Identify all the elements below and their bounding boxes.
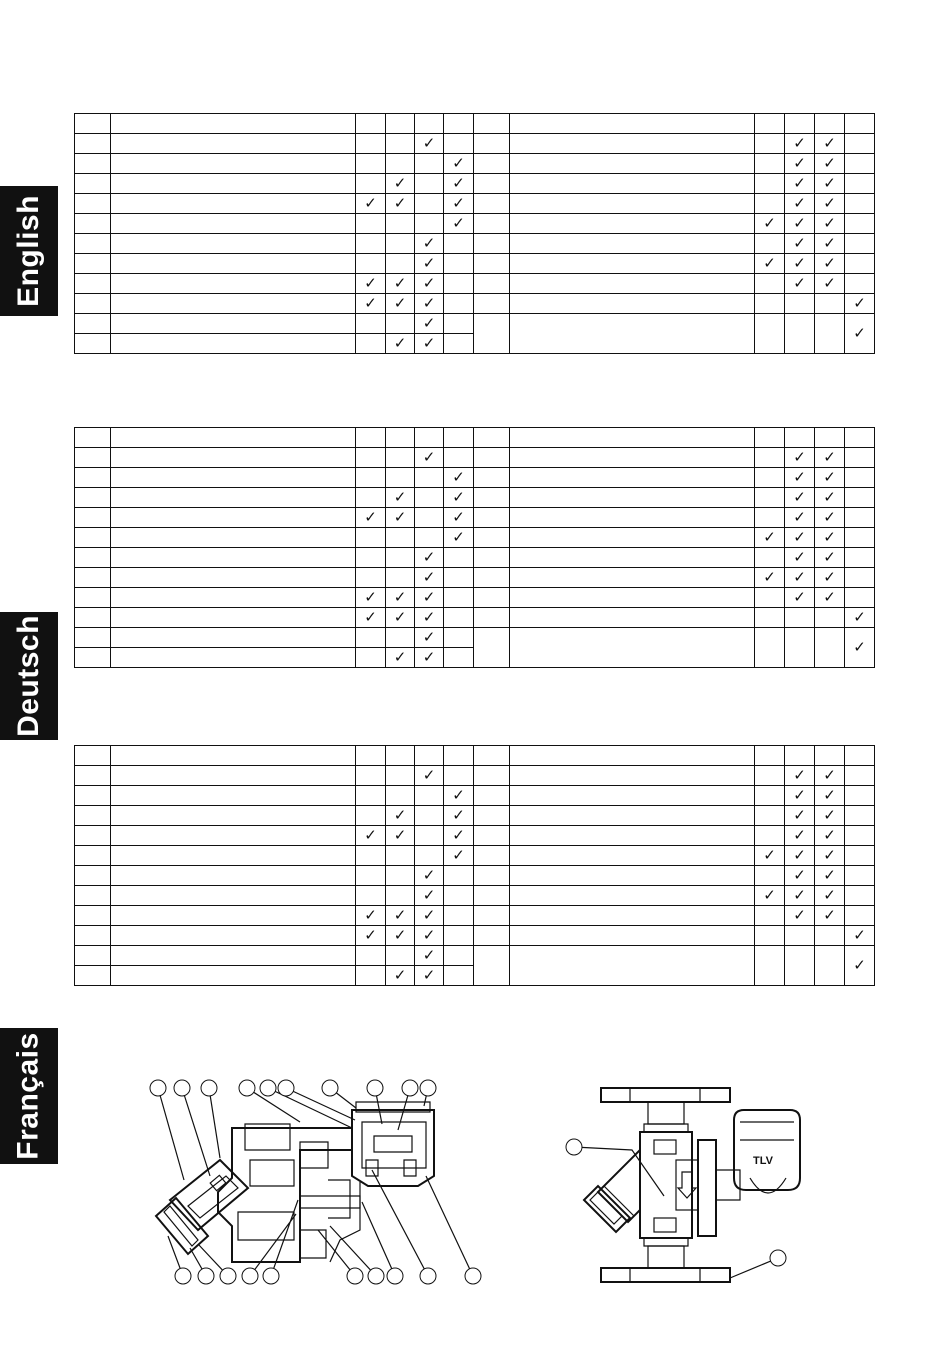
check-mark-icon: ✓	[793, 174, 806, 192]
check-mark-icon: ✓	[393, 274, 407, 292]
check-mark-icon: ✓	[763, 846, 776, 864]
check-mark-icon: ✓	[823, 254, 836, 272]
check-mark-icon: ✓	[364, 588, 377, 606]
check-mark-icon: ✓	[422, 294, 436, 312]
check-mark-icon: ✓	[422, 608, 436, 626]
check-mark-icon: ✓	[793, 254, 806, 272]
check-mark-icon: ✓	[823, 508, 836, 526]
check-mark-icon: ✓	[793, 866, 806, 884]
check-mark-icon: ✓	[853, 926, 866, 944]
check-mark-icon: ✓	[823, 906, 836, 924]
check-mark-icon: ✓	[452, 214, 465, 232]
check-mark-icon: ✓	[793, 214, 806, 232]
check-mark-icon: ✓	[422, 946, 436, 964]
check-mark-icon: ✓	[793, 154, 806, 172]
check-mark-icon: ✓	[823, 234, 836, 252]
check-mark-icon: ✓	[823, 154, 836, 172]
check-mark-icon: ✓	[422, 588, 436, 606]
check-mark-icon: ✓	[393, 294, 407, 312]
check-mark-icon: ✓	[853, 294, 866, 312]
check-mark-icon: ✓	[364, 608, 377, 626]
check-mark-icon: ✓	[422, 314, 436, 332]
check-mark-icon: ✓	[823, 806, 836, 824]
check-mark-icon: ✓	[422, 886, 436, 904]
check-mark-icon: ✓	[823, 174, 836, 192]
check-mark-icon: ✓	[823, 846, 836, 864]
external-view-drawing	[566, 1088, 800, 1282]
check-mark-icon: ✓	[853, 956, 866, 974]
check-mark-icon: ✓	[823, 548, 836, 566]
check-mark-icon: ✓	[364, 294, 377, 312]
check-mark-icon: ✓	[364, 274, 377, 292]
check-mark-icon: ✓	[422, 448, 436, 466]
check-mark-icon: ✓	[823, 826, 836, 844]
check-mark-icon: ✓	[853, 638, 866, 656]
check-mark-icon: ✓	[452, 508, 465, 526]
check-mark-icon: ✓	[793, 766, 806, 784]
check-mark-icon: ✓	[793, 234, 806, 252]
check-mark-icon: ✓	[393, 926, 407, 944]
check-mark-icon: ✓	[823, 766, 836, 784]
check-mark-icon: ✓	[452, 826, 465, 844]
check-mark-icon: ✓	[422, 254, 436, 272]
brand-label: TLV	[753, 1155, 773, 1167]
check-mark-icon: ✓	[823, 568, 836, 586]
check-mark-icon: ✓	[422, 548, 436, 566]
check-mark-icon: ✓	[793, 568, 806, 586]
check-mark-icon: ✓	[393, 608, 407, 626]
check-mark-icon: ✓	[422, 568, 436, 586]
language-tab-label: Français	[12, 1032, 45, 1160]
check-mark-icon: ✓	[793, 448, 806, 466]
check-mark-icon: ✓	[793, 826, 806, 844]
check-mark-icon: ✓	[452, 806, 465, 824]
check-mark-icon: ✓	[422, 966, 436, 984]
check-mark-icon: ✓	[422, 926, 436, 944]
check-mark-icon: ✓	[422, 766, 436, 784]
check-mark-icon: ✓	[793, 194, 806, 212]
check-mark-icon: ✓	[393, 906, 407, 924]
check-mark-icon: ✓	[823, 528, 836, 546]
check-mark-icon: ✓	[393, 174, 407, 192]
check-mark-icon: ✓	[793, 528, 806, 546]
language-tab-label: Deutsch	[12, 615, 46, 737]
check-mark-icon: ✓	[393, 194, 407, 212]
check-mark-icon: ✓	[853, 608, 866, 626]
check-mark-icon: ✓	[364, 508, 377, 526]
check-mark-icon: ✓	[422, 906, 436, 924]
check-mark-icon: ✓	[452, 174, 465, 192]
check-mark-icon: ✓	[823, 274, 836, 292]
check-mark-icon: ✓	[823, 488, 836, 506]
check-mark-icon: ✓	[823, 448, 836, 466]
check-mark-icon: ✓	[793, 274, 806, 292]
check-mark-icon: ✓	[763, 214, 776, 232]
check-mark-icon: ✓	[823, 468, 836, 486]
check-mark-icon: ✓	[793, 548, 806, 566]
check-mark-icon: ✓	[364, 926, 377, 944]
check-mark-icon: ✓	[793, 508, 806, 526]
sectional-drawing	[150, 1080, 481, 1284]
check-mark-icon: ✓	[823, 588, 836, 606]
check-mark-icon: ✓	[422, 234, 436, 252]
check-mark-icon: ✓	[823, 886, 836, 904]
check-mark-icon: ✓	[763, 528, 776, 546]
check-mark-icon: ✓	[763, 886, 776, 904]
check-mark-icon: ✓	[793, 846, 806, 864]
check-mark-icon: ✓	[422, 866, 436, 884]
check-mark-icon: ✓	[393, 826, 407, 844]
check-mark-icon: ✓	[393, 334, 407, 352]
check-mark-icon: ✓	[823, 194, 836, 212]
check-mark-icon: ✓	[364, 194, 377, 212]
check-mark-icon: ✓	[422, 334, 436, 352]
check-mark-icon: ✓	[793, 886, 806, 904]
check-mark-icon: ✓	[393, 488, 407, 506]
check-mark-icon: ✓	[452, 468, 465, 486]
check-mark-icon: ✓	[793, 468, 806, 486]
check-mark-icon: ✓	[763, 254, 776, 272]
check-mark-icon: ✓	[364, 906, 377, 924]
check-mark-icon: ✓	[364, 826, 377, 844]
check-mark-icon: ✓	[823, 866, 836, 884]
check-mark-icon: ✓	[393, 966, 407, 984]
check-mark-icon: ✓	[452, 786, 465, 804]
check-mark-icon: ✓	[793, 786, 806, 804]
check-mark-icon: ✓	[422, 648, 436, 666]
check-mark-icon: ✓	[793, 588, 806, 606]
check-mark-icon: ✓	[793, 134, 806, 152]
check-mark-icon: ✓	[452, 154, 465, 172]
check-mark-icon: ✓	[793, 488, 806, 506]
check-mark-icon: ✓	[853, 324, 866, 342]
check-mark-icon: ✓	[452, 528, 465, 546]
check-mark-icon: ✓	[393, 588, 407, 606]
check-mark-icon: ✓	[422, 274, 436, 292]
check-mark-icon: ✓	[422, 134, 436, 152]
check-mark-icon: ✓	[823, 134, 836, 152]
check-mark-icon: ✓	[763, 568, 776, 586]
check-mark-icon: ✓	[422, 628, 436, 646]
check-mark-icon: ✓	[793, 806, 806, 824]
check-mark-icon: ✓	[393, 648, 407, 666]
check-mark-icon: ✓	[393, 508, 407, 526]
language-tab-label: English	[12, 195, 45, 307]
check-mark-icon: ✓	[793, 906, 806, 924]
check-mark-icon: ✓	[823, 214, 836, 232]
check-mark-icon: ✓	[823, 786, 836, 804]
check-mark-icon: ✓	[393, 806, 407, 824]
check-mark-icon: ✓	[452, 194, 465, 212]
check-mark-icon: ✓	[452, 488, 465, 506]
check-mark-icon: ✓	[452, 846, 465, 864]
